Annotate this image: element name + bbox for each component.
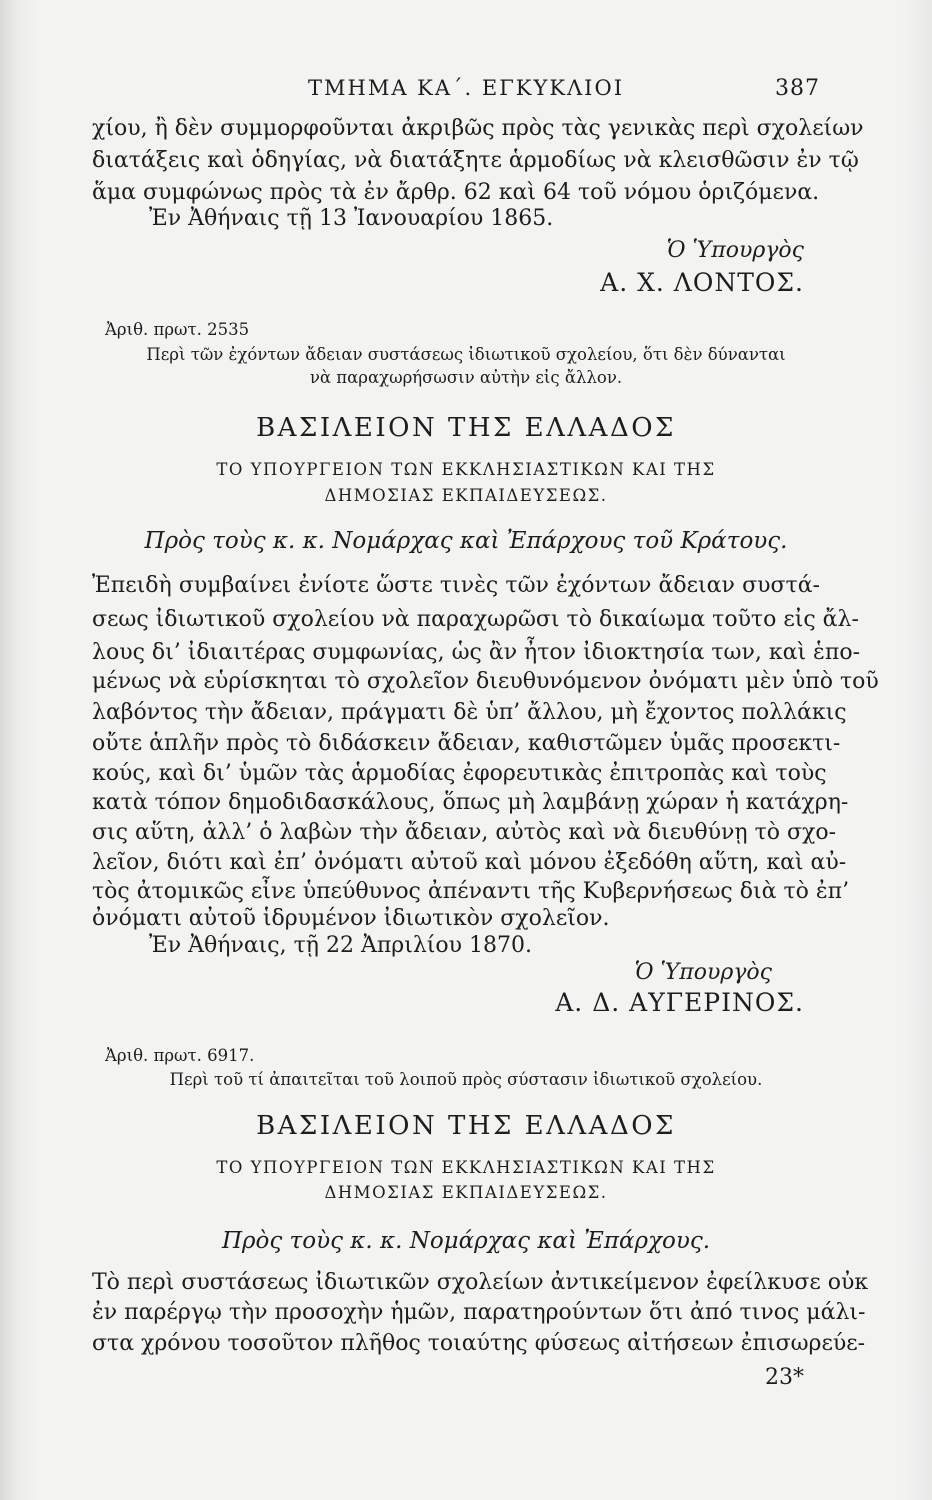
doc2-ministry-line: ΤΟ ΥΠΟΥΡΓΕΙΟΝ ΤΩΝ ΕΚΚΛΗΣΙΑΣΤΙΚΩΝ ΚΑΙ ΤΗΣ [216,1158,716,1177]
doc2-address-line: Πρὸς τοὺς κ. κ. Νομάρχας καὶ Ἐπάρχους. [221,1228,711,1254]
prev-body-line: διατάξεις καὶ ὁδηγίας, νὰ διατάξητε ἁρμοδίως νὰ κλεισθῶσιν ἐν τῷ [92,148,859,173]
doc1-address-line: Πρὸς τοὺς κ. κ. Νομάρχας καὶ Ἐπάρχους τοῦ Κράτους. [144,528,788,554]
doc1-subject-line: νὰ παραχωρήσωσιν αὐτὴν εἰς ἄλλον. [309,368,623,387]
doc1-body-line: λους δι’ ἰδιαιτέρας συμφωνίας, ὡς ἂν ἦτον ἰδιοκτησία των, καὶ ἑπο- [92,640,861,665]
doc2-body-line: Τὸ περὶ συστάσεως ἰδιωτικῶν σχολείων ἀντικείμενον ἐφείλκυσε οὐκ [92,1270,869,1295]
doc2-body-line: στα χρόνου τοσοῦτον πλῆθος τοιαύτης φύσεως αἰτήσεων ἐπισωρεύε- [92,1331,866,1356]
prev-body-line: χίου, ἢ δὲν συμμορφοῦνται ἀκριβῶς πρὸς τὰς γενικὰς περὶ σχολείων [92,116,864,141]
doc1-subject-line: Περὶ τῶν ἐχόντων ἄδειαν συστάσεως ἰδιωτικοῦ σχολείου, ὅτι δὲν δύνανται [146,345,786,364]
doc1-body-line: μένως νὰ εὑρίσκηται τὸ σχολεῖον διευθυνόμενον ὀνόματι μὲν ὑπὸ τοῦ [92,669,879,694]
doc2-kingdom-heading: ΒΑΣΙΛΕΙΟΝ ΤΗΣ ΕΛΛΑΔΟΣ [256,1111,676,1141]
running-title: ΤΜΗΜΑ ΚΑ΄. ΕΓΚΥΚΛΙΟΙ [308,76,624,100]
doc1-body-line: λαβόντος τὴν ἄδειαν, πράγματι δὲ ὑπ’ ἄλλου, μὴ ἔχοντος πολλάκις [92,700,847,725]
signature-mark: 23* [765,1365,804,1390]
prev-body-line: ἅμα συμφώνως πρὸς τὰ ἐν ἄρθρ. 62 καὶ 64 τοῦ νόμου ὁριζόμενα. [92,180,820,205]
prev-signatory-role: Ὁ Ὑπουργὸς [666,238,804,263]
doc1-body-line: ὀνόματι αὐτοῦ ἱδρυμένον ἰδιωτικὸν σχολεῖον. [92,906,610,931]
doc1-body-line: τὸς ἀτομικῶς εἶνε ὑπεύθυνος ἀπέναντι τῆς Κυβερνήσεως διὰ τὸ ἐπ’ [92,879,850,904]
doc2-protocol-number: Ἀριθ. πρωτ. 6917. [105,1046,255,1065]
doc1-body-line: σις αὕτη, ἀλλ’ ὁ λαβὼν τὴν ἄδειαν, αὐτὸς καὶ νὰ διευθύνῃ τὸ σχο- [92,820,837,845]
doc1-signatory-name: Α. Δ. ΑΥΓΕΡΙΝΟΣ. [555,988,804,1017]
doc1-body-line: οὔτε ἁπλῆν πρὸς τὸ διδάσκειν ἄδειαν, καθιστῶμεν ὑμᾶς προσεκτι- [92,731,841,756]
doc1-kingdom-heading: ΒΑΣΙΛΕΙΟΝ ΤΗΣ ΕΛΛΑΔΟΣ [256,413,676,443]
doc1-body-line: σεως ἰδιωτικοῦ σχολείου νὰ παραχωρῶσι τὸ δικαίωμα τοῦτο εἰς ἄλ- [92,607,859,632]
doc1-signatory-role: Ὁ Ὑπουργὸς [634,960,772,985]
doc1-date: Ἐν Ἀθήναις, τῇ 22 Ἀπριλίου 1870. [149,933,533,958]
prev-date: Ἐν Ἀθήναις τῇ 13 Ἰανουαρίου 1865. [149,206,554,231]
doc2-subject: Περὶ τοῦ τί ἀπαιτεῖται τοῦ λοιποῦ πρὸς σύστασιν ἰδιωτικοῦ σχολείου. [169,1070,763,1089]
doc2-body-line: ἐν παρέργῳ τὴν προσοχὴν ἡμῶν, παρατηρούντων ὅτι ἀπό τινος μάλι- [92,1300,866,1325]
doc1-body-line: λεῖον, διότι καὶ ἐπ’ ὀνόματι αὐτοῦ καὶ μόνου ἐξεδόθη αὕτη, καὶ αὐ- [92,850,847,875]
doc1-ministry-line: ΤΟ ΥΠΟΥΡΓΕΙΟΝ ΤΩΝ ΕΚΚΛΗΣΙΑΣΤΙΚΩΝ ΚΑΙ ΤΗΣ [216,460,716,479]
doc2-ministry-line: ΔΗΜΟΣΙΑΣ ΕΚΠΑΙΔΕΥΣΕΩΣ. [324,1183,608,1202]
doc1-body-line: κατὰ τόπον δημοδιδασκάλους, ὅπως μὴ λαμβάνῃ χώραν ἡ κατάχρη- [92,790,849,815]
doc1-protocol-number: Ἀριθ. πρωτ. 2535 [105,320,250,339]
page-number: 387 [775,76,820,101]
doc1-ministry-line: ΔΗΜΟΣΙΑΣ ΕΚΠΑΙΔΕΥΣΕΩΣ. [324,486,608,505]
prev-signatory-name: Α. Χ. ΛΟΝΤΟΣ. [600,268,804,297]
doc1-body-line: κούς, καὶ δι’ ὑμῶν τὰς ἁρμοδίας ἐφορευτικὰς ἐπιτροπὰς καὶ τοὺς [92,761,827,786]
doc1-body-line: Ἐπειδὴ συμβαίνει ἐνίοτε ὥστε τινὲς τῶν ἐχόντων ἄδειαν συστά- [92,573,820,598]
